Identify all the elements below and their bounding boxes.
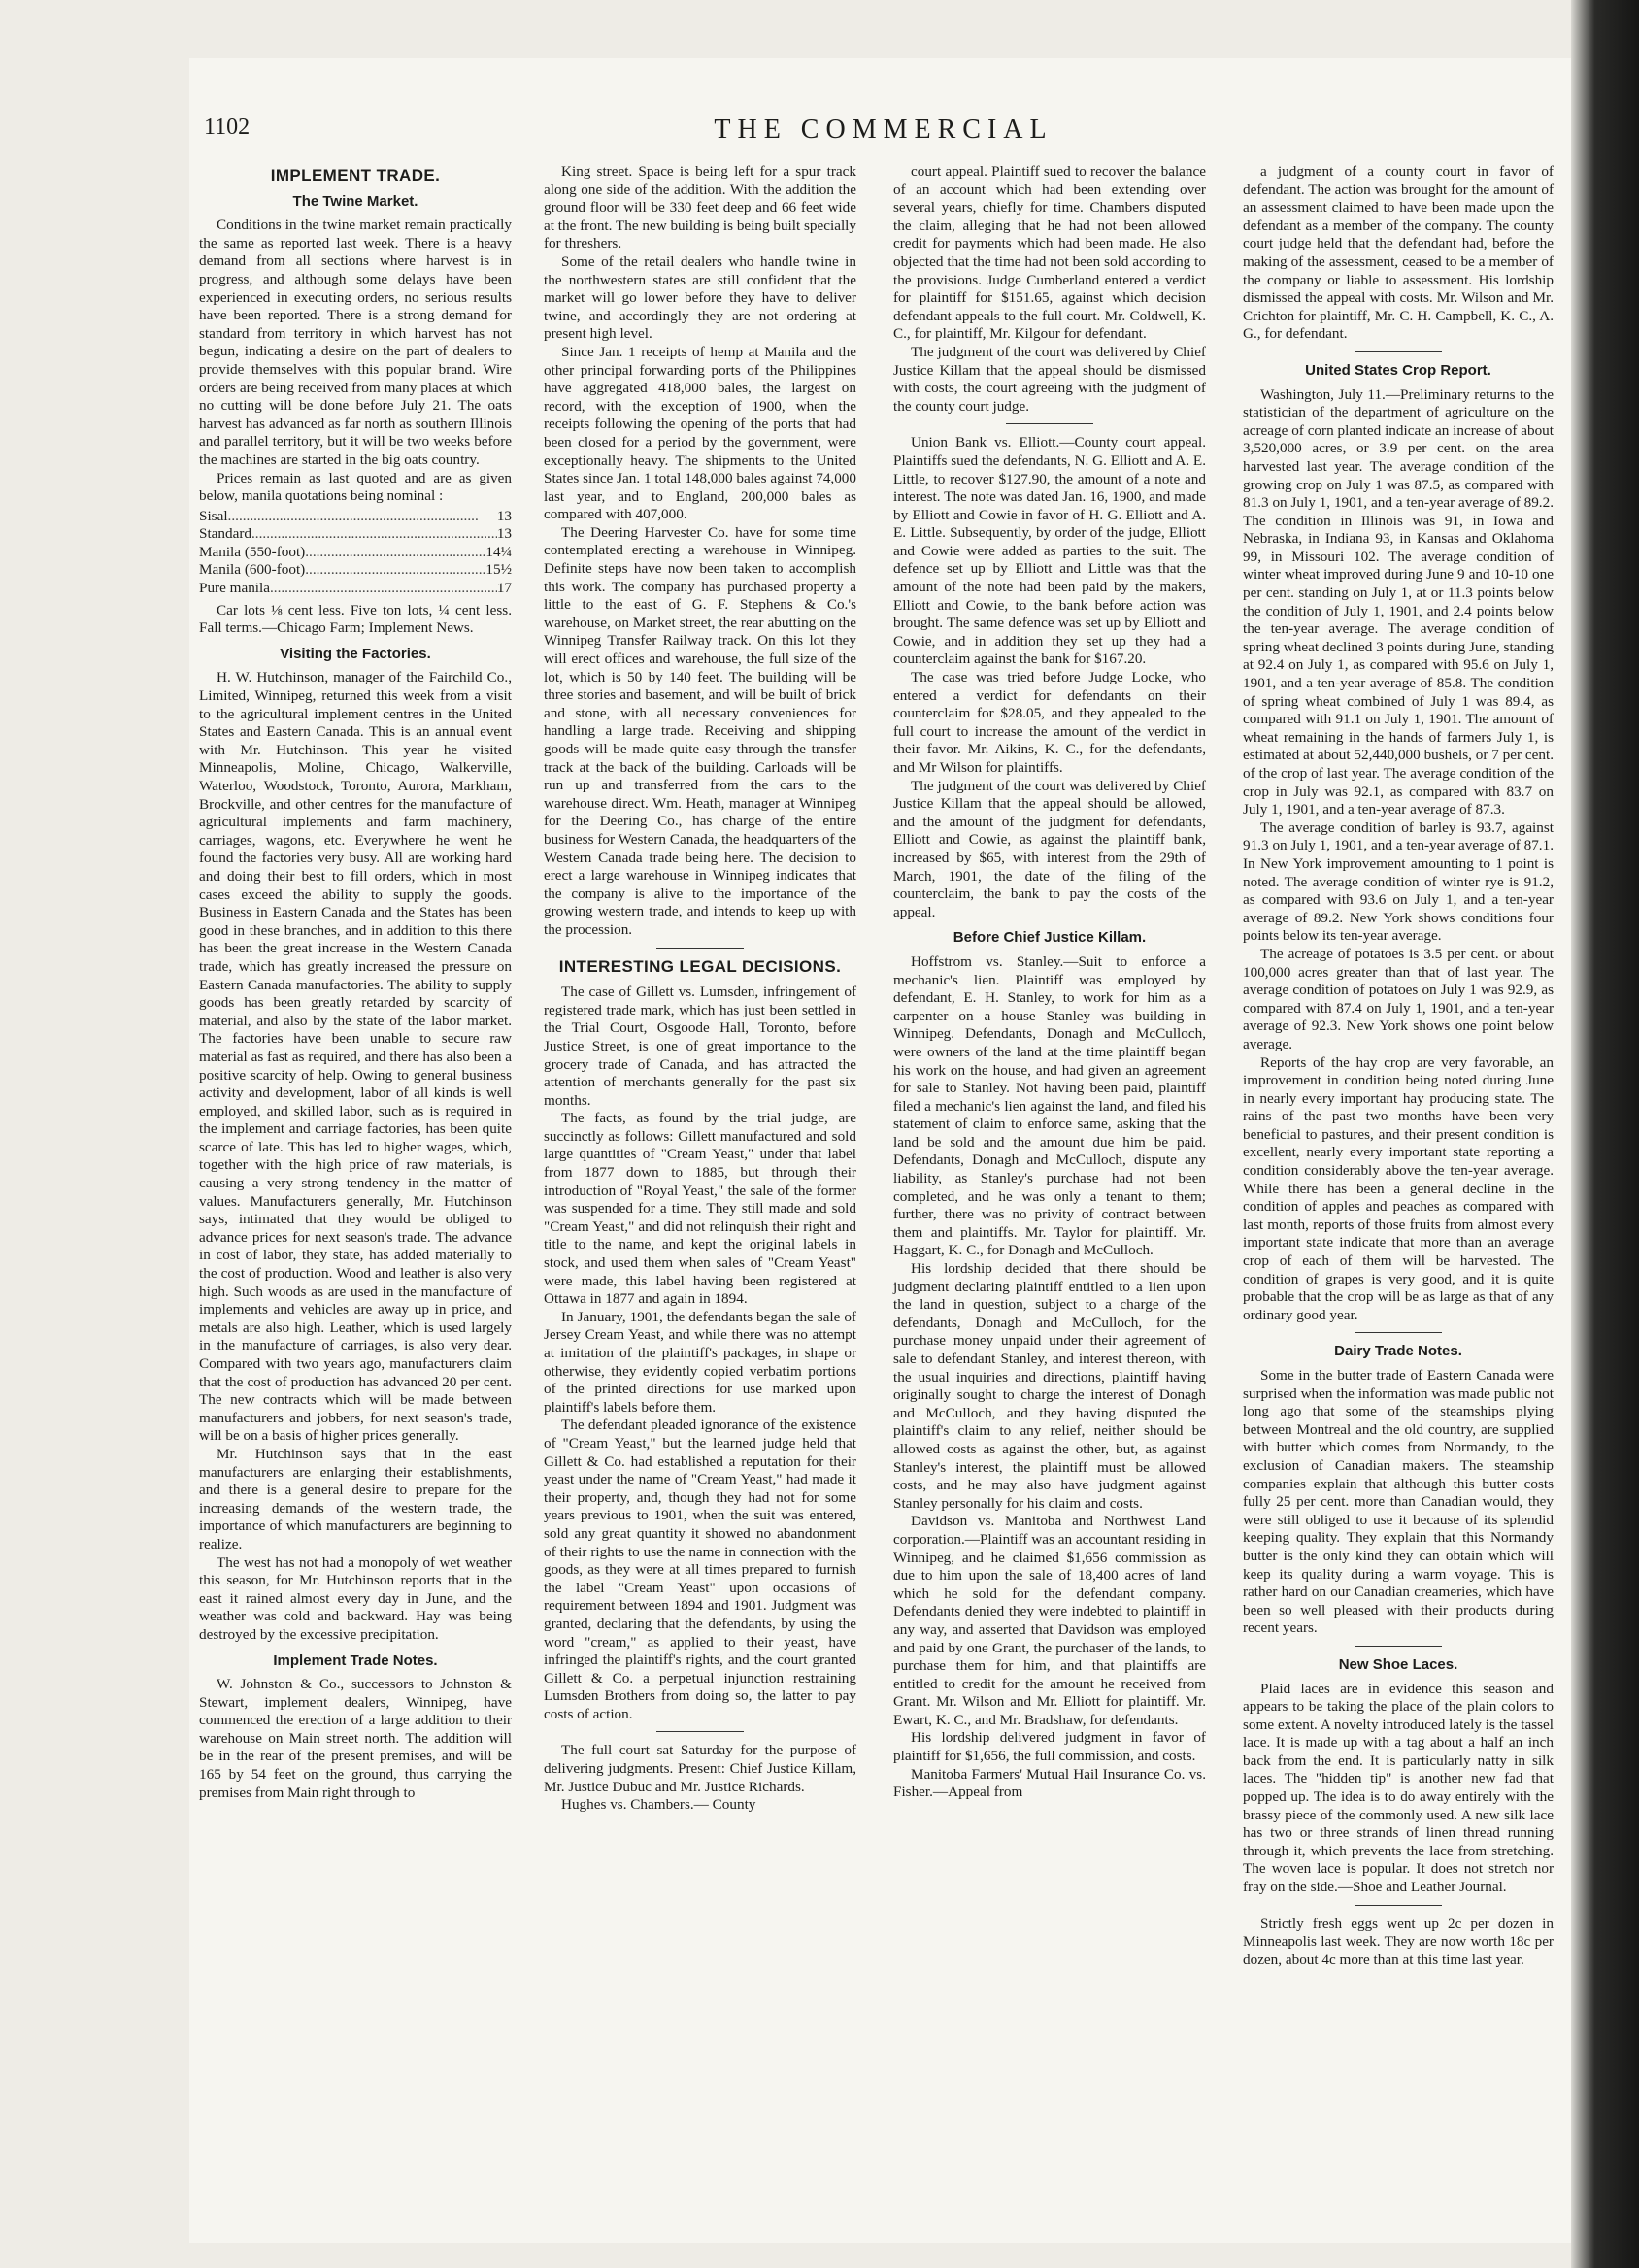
paragraph: Prices remain as last quoted and are as given below, manila quotations being nominal : xyxy=(199,469,512,505)
price-list xyxy=(199,508,512,598)
paragraph: Union Bank vs. Elliott.—County court appeal. Plaintiffs sued the defendants, N. G. Elliott and A. E. Little, to recover $127.90, the amount of a note and interest. The note was dated Jan. 16, 1900, and made by Elliott and Cowie in favor of H. G. Elliott and A. E. Little. Subsequently, by order of the judge, Elliott and Cowie were added as parties to the suit. The defence set up by Elliott and Little was that the amount of the note had been paid by the makers, Elliott and Cowie, to the bank before action was brought. The same defence was set up by Elliott and Cowie, and in addition they set up they had a counterclaim against the bank for $167.20. xyxy=(893,434,1206,668)
section-divider xyxy=(1355,1905,1442,1906)
paragraph: The case was tried before Judge Locke, who entered a verdict for defendants on their counterclaim for $28.05, and they appealed to the full court to increase the amount of the verdict in their favor. Mr. Aikins, K. C., for the defendants, and Mr Wilson for plaintiffs. xyxy=(893,669,1206,776)
paragraph: Reports of the hay crop are very favorable, an improvement in condition being noted during June in nearly every important hay producing state. The rains of the past two months have been very beneficial to pastures, and their present condition is excellent, nearly every important state reporting a condition considerably above the ten-year average. While there has been a general decline in the condition of apples and peaches as compared with last month, reports of those fruits from almost every important state indicate that more than an average crop of each of them will be harvested. The condition of grapes is very good, and it is quite probable that the crop will be as large as that of any ordinary good year. xyxy=(1243,1053,1554,1323)
paragraph: Car lots ⅛ cent less. Five ton lots, ¼ cent less. Fall terms.—Chicago Farm; Implement News. xyxy=(199,601,512,637)
paragraph: His lordship decided that there should be judgment declaring plaintiff entitled to a lien upon the land in question, subject to a charge of the defendants, Donagh and McCulloch, for the purchase money unpaid under their agreement of sale to defendant Stanley, and interest thereon, with the usual inquiries and directions, plaintiff having originally sought to charge the interest of Donagh and McCulloch, and they having disputed the plaintiff's claim to any relief, neither should be allowed costs as against the other, but, as against Stanley's interest, the plaintiff must be allowed costs, and he may also have judgment against Stanley personally for his claim and costs. xyxy=(893,1260,1206,1512)
paragraph: H. W. Hutchinson, manager of the Fairchild Co., Limited, Winnipeg, returned this week from a visit to the agricultural implement centres in the United States and Eastern Canada. This is an annual event with Mr. Hutchinson. This year he visited Minneapolis, Moline, Chicago, Walkerville, Waterloo, Woodstock, Toronto, Aurora, Markham, Brockville, and other centres for the manufacture of agricultural implements and farm machinery, carriages, wagons, etc. Everywhere he went he found the factories very busy. All are working hard and doing their best to fill orders, which in most cases exceed the ability to supply the goods. Business in Eastern Canada and the States has been good in these branches, and in addition to this there has been the great increase in the Western Canada trade, which has greatly increased the pressure on Eastern Canada manufactories. The ability to supply goods has been greatly retarded by scarcity of material, and also by the state of the labor market. The factories have been unable to secure raw material as fast as required, and there has also been a positive scarcity of help. Owing to general business activity and development, labor of all kinds is well employed, and skilled labor, such as is required in the implement and carriage factories, has been quite scarce of late. This has led to higher wages, which, together with the high price of raw materials, is causing a very strong tendency in the matter of values. Manufacturers generally, Mr. Hutchinson says, intimated that they would be obliged to advance prices for next season's trade. The advance in cost of labor, they state, has added materially to the cost of production. Wood and leather is also very high. Such woods as are used in the manufacture of implements and vehicles are away up in price, and metals are also high. Leather, which is used largely in the manufacture of carriages, is also very dear. Compared with two years ago, manufacturers claim that the cost of production has advanced 20 per cent. The new contracts which will be made between manufacturers and jobbers, for next season's trade, will be on a basis of higher prices generally. xyxy=(199,669,512,1445)
paragraph: The average condition of barley is 93.7, against 91.3 on July 1, 1901, and a ten-year average of 87.1. In New York improvement amounting to 1 point is noted. The average condition of winter rye is 91.2, as compared with 93.6 on July 1, and a ten-year average of 89.2. New York shows conditions four points below its ten-year average. xyxy=(1243,818,1554,945)
price-row xyxy=(199,508,512,526)
paragraph: Some in the butter trade of Eastern Canada were surprised when the information was made public not long ago that some of the steamships plying between Montreal and the old country, are supplied with butter which comes from Normandy, to the exclusion of Canadian makers. The steamship companies explain that although this butter costs fully 25 per cent. more than Canadian would, they were still obliged to use it because of its splendid keeping quality. They explain that this Normandy butter is the only kind they can obtain which will keep its quality during a warm voyage. This is rather hard on our Canadian creameries, which have been so well pleased with their products during recent years. xyxy=(1243,1367,1554,1637)
heading-visiting-factories: Visiting the Factories. xyxy=(280,645,431,662)
paragraph: The facts, as found by the trial judge, are succinctly as follows: Gillett manufactured and sold large quantities of "Cream Yeast," under that label from 1877 down to 1885, but through their introduction of "Royal Yeast," the sale of the former was suspended for a time. They still made and sold "Cream Yeast," and did not relinquish their right and title to the name, and kept the original labels in stock, and used them when sales of "Cream Yeast" were made, this label having been registered at Ottawa in 1877 and again in 1894. xyxy=(544,1110,856,1308)
column-3 xyxy=(893,163,1206,1802)
paragraph: a judgment of a county court in favor of defendant. The action was brought for the amount of an assessment claimed to have been made upon the defendant as a member of the company. The county court judge held that the defendant had, before the making of the assessment, ceased to be a member of the company or liable to assessment. His lordship dismissed the appeal with costs. Mr. Wilson and Mr. Crichton for plaintiff, Mr. C. H. Campbell, K. C., A. G., for defendant. xyxy=(1243,163,1554,343)
heading-crop-report: United States Crop Report. xyxy=(1305,361,1491,379)
paragraph: The Deering Harvester Co. have for some time contemplated erecting a warehouse in Winnipeg. Definite steps have now been taken to accomplish this work. The company has purchased property a little to the east of G. F. Stephens & Co.'s warehouse, on Market street, the rear abutting on the Winnipeg Transfer Railway track. On this lot they will erect offices and warehouse, the full size of the lot, which is 50 by 140 feet. The building will be three stories and basement, and will be built of brick and stone, with all necessary conveniences for handling a large trade. Receiving and shipping goods will be made quite easy through the transfer track at the back of the building. Carloads will be run up and transferred from the cars to the warehouse direct. Wm. Heath, manager at Winnipeg for the Deering Co., has charge of the entire business for Western Canada, the headquarters of the Western Canada trade being here. The decision to erect a large warehouse in Winnipeg indicates that the company is alive to the importance of the growing western trade, and intends to keep up with the procession. xyxy=(544,523,856,938)
paragraph: Davidson vs. Manitoba and Northwest Land corporation.—Plaintiff was an accountant residing in Winnipeg, and he claimed $1,656 commission as due to him upon the sale of 18,400 acres of land which he sold for the defendant company. Defendants denied they were indebted to plaintiff in any way, and asserted that Davidson was employed and paid by one Grant, the purchaser of the lands, to purchase them for him, and that plaintiffs are entitled to credit for the amount he received from Grant. Mr. Wilson and Mr. Elliott for plaintiff. Mr. Ewart, K. C., and Mr. Bradshaw, for defendants. xyxy=(893,1513,1206,1728)
paragraph: Since Jan. 1 receipts of hemp at Manila and the other principal forwarding ports of the Philippines have aggregated 418,000 bales, the largest on record, with the exception of 1900, when the receipts following the opening of the ports that had been closed for a period by the government, were exceptionally heavy. The shipments to the United States since Jan. 1 total 148,000 bales against 74,000 last year, and to England, 200,000 bales as compared with 407,000. xyxy=(544,343,856,523)
paragraph: King street. Space is being left for a spur track along one side of the addition. With the addition the ground floor will be 330 feet deep and 66 feet wide at the front. The new building is being built specially for threshers. xyxy=(544,163,856,252)
price-name: Sisal xyxy=(199,507,228,524)
paragraph: Conditions in the twine market remain practically the same as reported last week. There is a heavy demand from all sections where harvest is in progress, and although some delays have been experienced in executing orders, no serious results have been reported. There is a strong demand for standard from territory in which harvest has not begun, indicating a desire on the part of dealers to provide themselves with this popular brand. Wire orders are being received from many places at which no cutting will be done before July 21. The oats harvest has advanced as far north as southern Illinois and parallel territory, but it will be two weeks before the machines are started in the big oats country. xyxy=(199,217,512,468)
heading-new-shoe-laces: New Shoe Laces. xyxy=(1338,1655,1458,1673)
section-title-legal-decisions: INTERESTING LEGAL DECISIONS. xyxy=(558,956,842,976)
price-name: Pure manila xyxy=(199,580,270,597)
paragraph: The full court sat Saturday for the purpose of delivering judgments. Present: Chief Justice Killam, Mr. Justice Dubuc and Mr. Justice Richards. xyxy=(544,1742,856,1795)
paragraph: Hughes vs. Chambers.— County xyxy=(561,1796,756,1814)
section-divider xyxy=(1006,423,1093,424)
paragraph: Mr. Hutchinson says that in the east manufacturers are enlarging their establishments, and there is a general desire to prepare for the increasing demands of the western trade, the importance of which manufacturers are beginning to realize. xyxy=(199,1445,512,1552)
paragraph: The west has not had a monopoly of wet weather this season, for Mr. Hutchinson reports that in the east it rained almost every day in June, and the weather was cold and backward. Hay was being destroyed by the excessive precipitation. xyxy=(199,1553,512,1643)
paragraph: Plaid laces are in evidence this season and appears to be taking the place of the plain colors to some extent. A novelty introduced lately is the tassel lace. It is made up with a tag about a half an inch back from the end. It is particularly natty in silk laces. The "hidden tip" is another new fad that popped up. The idea is to do away entirely with the brassy piece of the commonly used. A new silk lace has two or three strands of linen thread running through it, which prevents the lace from stretching. The woven lace is popular. It does not stretch nor fray on the side.—Shoe and Leather Journal. xyxy=(1243,1680,1554,1896)
page-number: 1102 xyxy=(204,115,251,140)
price-value: 14¼ xyxy=(485,543,512,560)
section-divider xyxy=(1355,1332,1442,1333)
paragraph: Manitoba Farmers' Mutual Hail Insurance Co. vs. Fisher.—Appeal from xyxy=(893,1765,1206,1801)
column-4 xyxy=(1243,163,1554,1969)
price-row xyxy=(199,561,512,580)
paragraph: The judgment of the court was delivered by Chief Justice Killam that the appeal should be allowed, and the amount of the judgment for defendants, Elliott and Cowie, as against the plaintiff bank, increased by $65, with interest from the 29th of March, 1901, the date of the filing of the counterclaim, the bank to pay the costs of the appeal. xyxy=(893,777,1206,920)
heading-twine-market: The Twine Market. xyxy=(292,192,418,210)
section-divider xyxy=(656,948,744,949)
price-name: Manila (600-foot) xyxy=(199,561,306,579)
paragraph: The judgment of the court was delivered by Chief Justice Killam that the appeal should be dismissed with costs, the court agreeing with the judgment of the county court judge. xyxy=(893,343,1206,415)
paragraph: Strictly fresh eggs went up 2c per dozen in Minneapolis last week. They are now worth 18c per dozen, about 4c more than at this time last year. xyxy=(1243,1915,1554,1968)
column-2 xyxy=(544,163,856,1815)
price-value: 17 xyxy=(496,580,512,597)
heading-implement-trade-notes: Implement Trade Notes. xyxy=(273,1651,438,1669)
paragraph: court appeal. Plaintiff sued to recover the balance of an account which had been extending over several years, chiefly for time. Chambers disputed the claim, alleging that he had not been allowed credit for payments which had been made. He also objected that the time had not been sold according to the provisions. Judge Cumberland entered a verdict for plaintiff for $151.65, against which decision defendant appeals to the full court. Mr. Coldwell, K. C., for plaintiff, Mr. Kilgour for defendant. xyxy=(893,163,1206,343)
section-divider xyxy=(1355,1646,1442,1647)
paragraph: The acreage of potatoes is 3.5 per cent. or about 100,000 acres greater than that of last year. The average condition of potatoes on July 1 was 92.9, as compared with 87.4 on July 1, 1901, and a ten-year average of 92.3. New York shows one point below average. xyxy=(1243,945,1554,1052)
price-name: Standard xyxy=(199,525,251,543)
heading-before-chief-justice: Before Chief Justice Killam. xyxy=(953,929,1147,947)
price-row xyxy=(199,580,512,598)
heading-dairy-notes: Dairy Trade Notes. xyxy=(1334,1343,1462,1360)
scan-edge-shadow xyxy=(1571,0,1639,2268)
masthead-title: THE COMMERCIAL xyxy=(714,115,1054,145)
paragraph: Washington, July 11.—Preliminary returns to the statistician of the department of agriculture on the acreage of corn planted indicate an increase of about 3,520,000 acres, or 3.9 per cent. on the area harvested last year. The average condition of the growing crop on July 1 was 87.5, as compared with 81.3 on July 1, 1901, and a ten-year average of 89.2. The condition in Illinois was 91, in Iowa and Nebraska, in Indiana 93, in Kansas and Oklahoma 99, in Missouri 102. The average condition of winter wheat improved during June 9 and 10-10 one per cent. standing on July 1, at or 11.3 points below the condition of July 1, 1901, and 2.4 points below the ten-year average. The average condition of spring wheat declined 3 points during June, standing at 92.4 on July 1, as compared with 95.6 on July 1, 1901, and a ten-year average of 85.8. The condition of spring wheat combined of July 1 was 89.4, as compared with 91.1 on July 1, 1901. The amount of wheat remaining in the hands of farmers July 1, is estimated at about 52,440,000 bushels, or 7 per cent. of the crop of last year. The average condition of the crop in July was 92.1, as compared with 83.7 on July 1, 1901, and a ten-year average of 87.3. xyxy=(1243,385,1554,818)
price-row xyxy=(199,544,512,562)
price-row xyxy=(199,525,512,544)
section-divider xyxy=(1355,351,1442,352)
paragraph: W. Johnston & Co., successors to Johnston & Stewart, implement dealers, Winnipeg, have commenced the erection of a large addition to their warehouse on Main street north. The addition will be in the rear of the present premises, and will be 165 by 54 feet on the ground, thus carrying the premises from Main right through to xyxy=(199,1676,512,1801)
price-value: 13 xyxy=(496,525,512,543)
paragraph: The defendant pleaded ignorance of the existence of "Cream Yeast," but the learned judge held that Gillett & Co. had established a reputation for their yeast under the name of "Cream Yeast," had made it their property, and, though they had not for some years previous to 1901, when the suit was entered, sold any great quantity it showed no abandonment of their rights to use the name in connection with the goods, as they were at all times prepared to furnish the label "Cream Yeast" upon occasions of requirement between 1894 and 1901. Judgment was granted, declaring that the defendants, by using the word "cream," as applied to their yeast, have infringed the plaintiff's rights, and the court granted Gillett & Co. a perpetual injunction restraining Lumsden Brothers from doing so, the latter to pay costs of action. xyxy=(544,1417,856,1722)
section-divider xyxy=(656,1731,744,1732)
column-1 xyxy=(199,163,512,1802)
paragraph: The case of Gillett vs. Lumsden, infringement of registered trade mark, which has just been settled in the Trial Court, Osgoode Hall, Toronto, before Justice Street, is one of great importance to the grocery trade of Canada, and has attracted the attention of merchants generally for the past six months. xyxy=(544,984,856,1109)
price-value: 15½ xyxy=(485,561,512,579)
paragraph: Hoffstrom vs. Stanley.—Suit to enforce a mechanic's lien. Plaintiff was employed by defendant, E. H. Stanley, to work for him as a carpenter on a house Stanley was building in Winnipeg. Defendants, Donagh and McCulloch, were owners of the land at the time plaintiff began his work on the house, and had given an agreement for sale to Stanley. Not having been paid, plaintiff filed a mechanic's lien against the land, and filed his statement of claim to enforce same, asking that the land be sold and the amount due him be paid. Defendants, Donagh and McCulloch, dispute any liability, as Stanley's purchase had not been completed, and he was only a tenant to them; further, there was no privity of contract between them and plaintiffs. Mr. Taylor for plaintiff. Mr. Haggart, K. C., for Donagh and McCulloch. xyxy=(893,952,1206,1259)
page-header xyxy=(204,115,1563,153)
paragraph: In January, 1901, the defendants began the sale of Jersey Cream Yeast, and while there was no attempt at imitation of the plaintiff's packages, in shape or otherwise, they evidently copied verbatim portions of the printed directions for use marked upon plaintiff's labels before them. xyxy=(544,1308,856,1416)
paragraph: Some of the retail dealers who handle twine in the northwestern states are still confident that the market will go lower before they have to deliver twine, and accordingly they are not ordering at present high level. xyxy=(544,252,856,343)
price-value: 13 xyxy=(496,507,512,524)
paragraph: His lordship delivered judgment in favor of plaintiff for $1,656, the full commission, and costs. xyxy=(893,1729,1206,1765)
price-name: Manila (550-foot) xyxy=(199,543,306,560)
section-title-implement-trade: IMPLEMENT TRADE. xyxy=(270,166,441,184)
